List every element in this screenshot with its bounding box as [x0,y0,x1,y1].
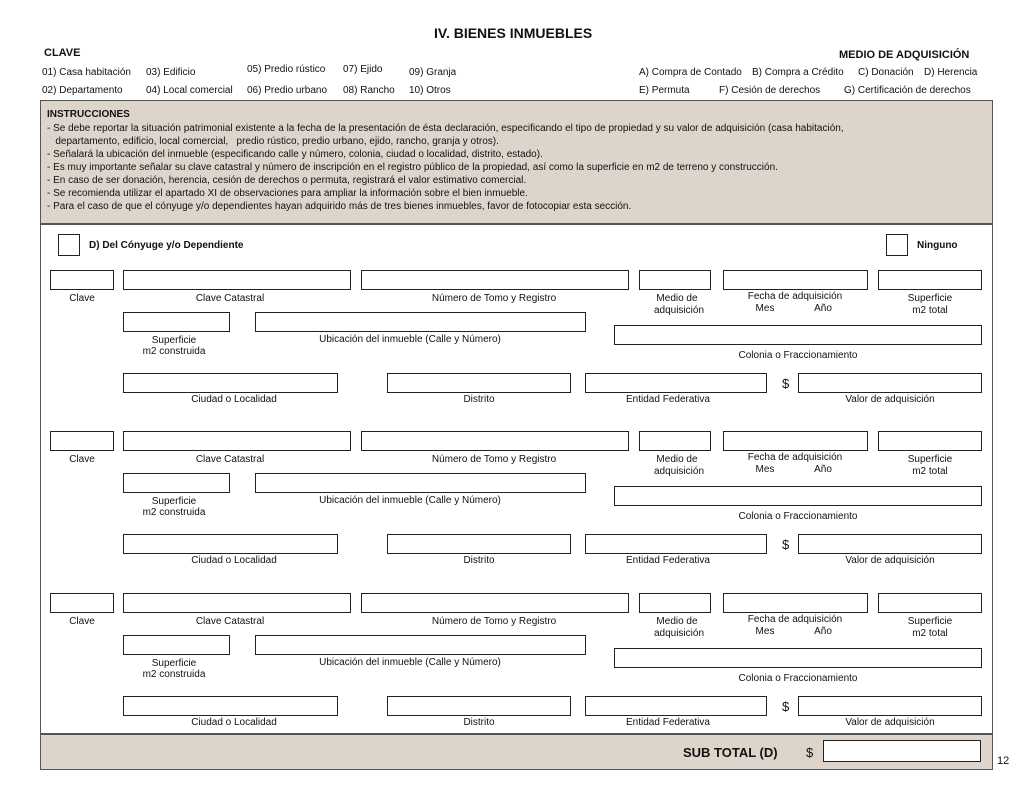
instruction-line: - Es muy importante señalar su clave catastral y número de inscripción en el registro público de la propiedad, así como la superficie en m2 de terreno y construcción. [47,162,778,173]
subtotal-field[interactable] [823,740,981,762]
anio-label: Año [814,626,832,637]
superficie-construida-field[interactable] [123,312,230,332]
clave-option: 10) Otros [409,85,451,96]
section-title: IV. BIENES INMUEBLES [434,25,593,41]
entidad-label: Entidad Federativa [626,555,710,566]
medio-label: Medio de [656,454,698,465]
ciudad-field[interactable] [123,373,338,393]
ciudad-label: Ciudad o Localidad [191,394,277,405]
clave-catastral-label: Clave Catastral [195,454,265,465]
fecha-adquisicion-field[interactable] [723,270,868,290]
medio-label: Medio de [656,293,698,304]
superficie-total-label: Superficie [907,293,953,304]
clave-option: 04) Local comercial [146,85,233,96]
medio-label: Medio de [656,616,698,627]
superficie-total-label: Superficie [907,454,953,465]
tomo-registro-field[interactable] [361,270,629,290]
clave-catastral-field[interactable] [123,431,351,451]
instruction-line: - Para el caso de que el cónyuge y/o dependientes hayan adquirido más de tres bienes inmuebles, favor de fotocopiar esta sección. [47,201,632,212]
fecha-adquisicion-field[interactable] [723,593,868,613]
mes-label: Mes [755,303,775,314]
subtotal-label: SUB TOTAL (D) [683,745,778,760]
medio-option: A) Compra de Contado [639,67,742,78]
tomo-registro-label: Número de Tomo y Registro [431,293,557,304]
tomo-registro-label: Número de Tomo y Registro [431,454,557,465]
colonia-label: Colonia o Fraccionamiento [738,673,858,684]
distrito-field[interactable] [387,373,571,393]
ninguno-checkbox[interactable] [886,234,908,256]
entidad-label: Entidad Federativa [626,717,710,728]
anio-label: Año [814,464,832,475]
clave-field[interactable] [50,431,114,451]
entidad-field[interactable] [585,696,767,716]
medio-label: adquisición [653,628,705,639]
clave-catastral-field[interactable] [123,593,351,613]
fecha-adquisicion-field[interactable] [723,431,868,451]
ciudad-field[interactable] [123,696,338,716]
superficie-construida-field[interactable] [123,635,230,655]
mes-label: Mes [755,464,775,475]
clave-label: Clave [69,616,95,627]
medio-option: G) Certificación de derechos [844,85,971,96]
medio-option: D) Herencia [924,67,978,78]
clave-option: 07) Ejido [343,64,383,75]
tomo-registro-label: Número de Tomo y Registro [431,616,557,627]
medio-option: E) Permuta [639,85,690,96]
entidad-label: Entidad Federativa [626,394,710,405]
fecha-label: Fecha de adquisición [747,291,843,302]
tomo-registro-field[interactable] [361,431,629,451]
entidad-field[interactable] [585,373,767,393]
instruction-line: - En caso de ser donación, herencia, cesión de derechos o permuta, registrará el valor estimativo comercial. [47,175,527,186]
valor-adquisicion-field[interactable] [798,373,982,393]
clave-catastral-field[interactable] [123,270,351,290]
valor-adquisicion-field[interactable] [798,534,982,554]
distrito-label: Distrito [463,394,495,405]
ubicacion-label: Ubicación del inmueble (Calle y Número) [319,334,501,345]
clave-option: 08) Rancho [343,85,395,96]
medio-label: adquisición [653,466,705,477]
colonia-label: Colonia o Fraccionamiento [738,350,858,361]
superficie-total-field[interactable] [878,593,982,613]
currency-symbol: $ [782,699,790,714]
superficie-construida-label: Superficie [151,335,197,346]
ubicacion-label: Ubicación del inmueble (Calle y Número) [319,657,501,668]
fecha-label: Fecha de adquisición [747,452,843,463]
dependiente-label: D) Del Cónyuge y/o Dependiente [89,240,244,251]
superficie-construida-label: m2 construida [142,507,206,518]
distrito-label: Distrito [463,717,495,728]
clave-field[interactable] [50,593,114,613]
superficie-total-field[interactable] [878,431,982,451]
colonia-field[interactable] [614,325,982,345]
clave-option: 01) Casa habitación [42,67,131,78]
instruction-line: - Se recomienda utilizar el apartado XI de observaciones para ampliar la información sobre el bien inmueble. [47,188,528,199]
superficie-construida-label: Superficie [151,496,197,507]
currency-symbol: $ [782,537,790,552]
subtotal-currency: $ [806,745,814,760]
clave-label: Clave [69,293,95,304]
valor-label: Valor de adquisición [845,717,935,728]
clave-option: 03) Edificio [146,67,196,78]
medio-label: adquisición [653,305,705,316]
medio-adquisicion-field[interactable] [639,431,711,451]
medio-option: C) Donación [858,67,914,78]
currency-symbol: $ [782,376,790,391]
medio-header: MEDIO DE ADQUISICIÓN [839,49,970,61]
superficie-total-label: m2 total [912,305,948,316]
clave-label: Clave [69,454,95,465]
medio-option: F) Cesión de derechos [719,85,821,96]
superficie-construida-label: m2 construida [142,669,206,680]
ninguno-label: Ninguno [917,240,958,251]
superficie-total-field[interactable] [878,270,982,290]
colonia-field[interactable] [614,648,982,668]
distrito-field[interactable] [387,534,571,554]
page-number: 12 [997,755,1010,767]
superficie-construida-field[interactable] [123,473,230,493]
ubicacion-label: Ubicación del inmueble (Calle y Número) [319,495,501,506]
mes-label: Mes [755,626,775,637]
colonia-field[interactable] [614,486,982,506]
instructions-title: INSTRUCCIONES [47,109,130,120]
tomo-registro-field[interactable] [361,593,629,613]
medio-adquisicion-field[interactable] [639,270,711,290]
clave-field[interactable] [50,270,114,290]
medio-adquisicion-field[interactable] [639,593,711,613]
instruction-line: departamento, edificio, local comercial, predio rústico, predio urbano, ejido, rancho, granja y otros). [47,136,499,147]
fecha-label: Fecha de adquisición [747,614,843,625]
entidad-field[interactable] [585,534,767,554]
ubicacion-field[interactable] [255,473,586,493]
anio-label: Año [814,303,832,314]
distrito-field[interactable] [387,696,571,716]
valor-label: Valor de adquisición [845,394,935,405]
instruction-line: - Señalará la ubicación del inmueble (especificando calle y número, colonia, ciudad o localidad, distrito, estado). [47,149,543,160]
dependiente-checkbox[interactable] [58,234,80,256]
superficie-total-label: m2 total [912,466,948,477]
clave-catastral-label: Clave Catastral [195,293,265,304]
ciudad-label: Ciudad o Localidad [191,555,277,566]
valor-label: Valor de adquisición [845,555,935,566]
clave-option: 05) Predio rústico [247,64,326,75]
ubicacion-field[interactable] [255,312,586,332]
instruction-line: - Se debe reportar la situación patrimonial existente a la fecha de la presentación de ésta declaración, especificando el tipo de propiedad y su valor de adquisición (casa habitación, [47,123,844,134]
ciudad-field[interactable] [123,534,338,554]
superficie-construida-label: Superficie [151,658,197,669]
ciudad-label: Ciudad o Localidad [191,717,277,728]
clave-catastral-label: Clave Catastral [195,616,265,627]
superficie-total-label: Superficie [907,616,953,627]
clave-option: 09) Granja [409,67,457,78]
clave-header: CLAVE [44,47,81,59]
distrito-label: Distrito [463,555,495,566]
colonia-label: Colonia o Fraccionamiento [738,511,858,522]
clave-option: 02) Departamento [42,85,123,96]
clave-option: 06) Predio urbano [247,85,328,96]
ubicacion-field[interactable] [255,635,586,655]
valor-adquisicion-field[interactable] [798,696,982,716]
medio-option: B) Compra a Crédito [752,67,844,78]
superficie-construida-label: m2 construida [142,346,206,357]
superficie-total-label: m2 total [912,628,948,639]
